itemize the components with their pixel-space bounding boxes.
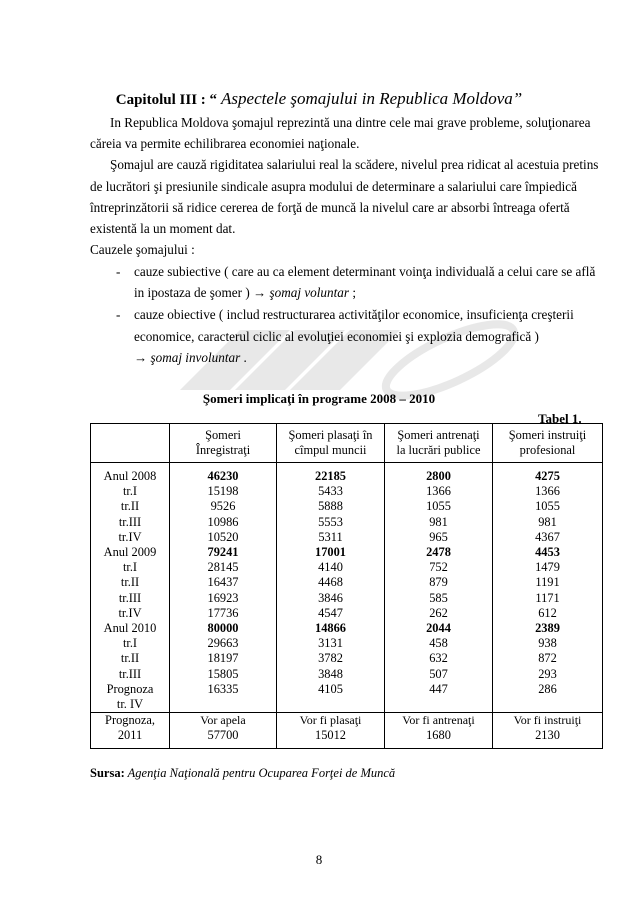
row-label: tr.III (91, 667, 170, 682)
paragraph-2-line-1: Şomajul are cauză rigiditatea salariului real la scădere, nivelul prea ridicat al acestuia pretins (110, 157, 599, 172)
bullet-2-line-3-post: . (240, 350, 247, 365)
column-header (170, 424, 277, 463)
row-label: tr.IV (91, 530, 170, 545)
table-cell: 15198 (170, 484, 277, 499)
table-row (91, 667, 603, 682)
row-label: Anul 2009 (91, 545, 170, 560)
table-cell-line: 57700 (207, 728, 239, 743)
table-cell: 262 (385, 606, 493, 621)
table-row (91, 575, 603, 590)
row-label: tr.III (91, 591, 170, 606)
table-row (91, 515, 603, 530)
bullet-1-line-2 (134, 285, 356, 301)
table-cell: 1366 (493, 484, 603, 499)
table-cell-line: Vor apela (200, 713, 246, 728)
table-cell: 16437 (170, 575, 277, 590)
table-cell: 1055 (385, 499, 493, 514)
table-title: Şomeri implicaţi în programe 2008 – 2010 (202, 391, 436, 406)
row-label: tr.I (91, 636, 170, 651)
column-header-line: la lucrări publice (396, 443, 481, 457)
table-cell: 879 (385, 575, 493, 590)
row-label: tr.III (91, 515, 170, 530)
table-cell: 4468 (277, 575, 385, 590)
table-cell: 1055 (493, 499, 603, 514)
table-cell: 2389 (493, 621, 603, 636)
table-cell: 4453 (493, 545, 603, 560)
table-row (91, 606, 603, 621)
table-cell: 14866 (277, 621, 385, 636)
table-cell: 286 (493, 682, 603, 713)
table-cell: 981 (385, 515, 493, 530)
table-row (91, 560, 603, 575)
column-header (385, 424, 493, 463)
table-cell (493, 713, 603, 748)
table-cell: 872 (493, 651, 603, 666)
table-cell: 17001 (277, 545, 385, 560)
table-row-forecast-2011 (91, 713, 603, 748)
row-label (91, 713, 170, 748)
table-cell: 3131 (277, 636, 385, 651)
column-header (277, 424, 385, 463)
table-row (91, 636, 603, 651)
table-cell: 16923 (170, 591, 277, 606)
row-label-line: Prognoza (106, 681, 154, 696)
table-header-row (91, 424, 603, 463)
table-cell: 80000 (170, 621, 277, 636)
row-label: Anul 2010 (91, 621, 170, 636)
table-cell: 938 (493, 636, 603, 651)
table-cell: 79241 (170, 545, 277, 560)
table-cell-line: 2130 (535, 728, 560, 743)
bullet-2-line-2: economice, caracterul ciclic al evoluţiei economiei şi explozia demografică ) (134, 329, 539, 344)
table-cell: 3848 (277, 667, 385, 682)
column-header-line: profesional (519, 443, 576, 457)
table-cell: 15805 (170, 667, 277, 682)
paragraph-2-line-4: existentă la un moment dat. (90, 221, 236, 236)
table-cell: 16335 (170, 682, 277, 713)
table-cell: 10986 (170, 515, 277, 530)
bullet-2-line-1: cauze obiective ( includ restructurarea activităţilor economice, insuficienţa creşterii (134, 307, 574, 322)
bullet-1-line-2-post: ; (349, 285, 356, 300)
bullet-2-dash: - (116, 307, 121, 322)
table-cell: 29663 (170, 636, 277, 651)
row-label-line: tr. IV (116, 697, 144, 712)
chapter-heading (0, 89, 638, 109)
table-cell: 17736 (170, 606, 277, 621)
bullet-2-line-3 (134, 350, 247, 366)
paragraph-1-line-1: In Republica Moldova şomajul reprezintă una dintre cele mai grave probleme, soluţionarea (110, 115, 591, 130)
table-cell: 9526 (170, 499, 277, 514)
column-header (493, 424, 603, 463)
table-cell-line: Vor fi plasaţi (299, 713, 362, 728)
table-cell: 4275 (493, 463, 603, 485)
table-cell: 5433 (277, 484, 385, 499)
table-cell: 5553 (277, 515, 385, 530)
row-label-line: 2011 (117, 728, 143, 743)
table-row (91, 591, 603, 606)
table-cell: 1191 (493, 575, 603, 590)
table-cell: 5888 (277, 499, 385, 514)
table-row (91, 484, 603, 499)
table-cell: 10520 (170, 530, 277, 545)
table-cell: 2478 (385, 545, 493, 560)
column-header-line: Şomeri antrenaţi (397, 428, 480, 442)
column-header-line: cîmpul muncii (294, 443, 367, 457)
table-row (91, 545, 603, 560)
table-cell (170, 713, 277, 748)
table-row (91, 463, 603, 485)
table-cell (385, 713, 493, 748)
bullet-1-line-1: cauze subiective ( care au ca element determinant voinţa individuală a celui care se află (134, 264, 596, 279)
table-cell-line: Vor fi instruiţi (513, 713, 582, 728)
row-label: tr.II (91, 575, 170, 590)
row-label: tr.IV (91, 606, 170, 621)
table-cell: 981 (493, 515, 603, 530)
table-cell: 507 (385, 667, 493, 682)
table-cell (277, 713, 385, 748)
table-cell: 632 (385, 651, 493, 666)
column-header-line: Şomeri (205, 428, 241, 442)
table-cell: 4547 (277, 606, 385, 621)
column-header-line: Înregistraţi (195, 443, 251, 457)
table-cell: 585 (385, 591, 493, 606)
page-number: 8 (315, 852, 323, 867)
paragraph-2-line-2: de lucrători şi presiunile sindicale asupra modului de determinare a salariului care împiedică (90, 179, 578, 194)
column-header-line: Şomeri plasaţi în (288, 428, 373, 442)
table-row (91, 499, 603, 514)
table-cell: 965 (385, 530, 493, 545)
bullet-1-line-2-pre: in ipostaza de şomer ) → (134, 285, 270, 300)
column-header (91, 424, 170, 463)
table-cell: 3782 (277, 651, 385, 666)
table-cell: 1366 (385, 484, 493, 499)
row-label: tr.I (91, 484, 170, 499)
table-cell: 1171 (493, 591, 603, 606)
table-cell-line: 1680 (426, 728, 451, 743)
table-label: Tabel 1. (538, 411, 582, 426)
source-note (90, 766, 395, 781)
table-cell-line: 15012 (315, 728, 346, 743)
table-cell: 293 (493, 667, 603, 682)
column-header-line: Şomeri instruiţi (508, 428, 587, 442)
row-label: Anul 2008 (91, 463, 170, 485)
table-row (91, 530, 603, 545)
table-cell: 28145 (170, 560, 277, 575)
table-cell: 4140 (277, 560, 385, 575)
row-label: tr.I (91, 560, 170, 575)
table-cell-line: Vor fi antrenaţi (402, 713, 475, 728)
chapter-title: Aspectele şomajului in Republica Moldova” (221, 89, 523, 108)
table-cell: 612 (493, 606, 603, 621)
table-cell: 4367 (493, 530, 603, 545)
table-cell: 3846 (277, 591, 385, 606)
involuntary-unemployment-term: şomaj involuntar (150, 350, 241, 365)
table-cell: 2044 (385, 621, 493, 636)
chapter-prefix: Capitolul III : “ (115, 92, 218, 108)
paragraph-1-line-2: căreia va permite echilibrarea economiei naţionale. (90, 136, 360, 151)
source-text: Agenţia Naţională pentru Ocuparea Forţei de Muncă (124, 766, 396, 780)
unemployment-table (90, 423, 603, 749)
table-cell: 46230 (170, 463, 277, 485)
row-label: tr.II (91, 651, 170, 666)
bullet-2-line-3-pre: → (134, 350, 151, 365)
row-label (91, 682, 170, 713)
bullet-1-dash: - (116, 264, 121, 279)
table-cell: 4105 (277, 682, 385, 713)
causes-heading: Cauzele şomajului : (90, 242, 195, 257)
table-cell: 2800 (385, 463, 493, 485)
row-label: tr.II (91, 499, 170, 514)
table-row (91, 621, 603, 636)
table-cell: 22185 (277, 463, 385, 485)
voluntary-unemployment-term: şomaj voluntar (269, 285, 350, 300)
row-label-line: Prognoza, (105, 713, 155, 728)
table-row (91, 651, 603, 666)
table-cell: 5311 (277, 530, 385, 545)
table-cell: 447 (385, 682, 493, 713)
table-row-forecast-q4 (91, 682, 603, 713)
table-cell: 1479 (493, 560, 603, 575)
table-cell: 18197 (170, 651, 277, 666)
table-cell: 752 (385, 560, 493, 575)
paragraph-2-line-3: întreprinzătorii să ridice cererea de forţă de muncă la nivelul care ar absorbi întreaga ofertă (90, 200, 570, 215)
table-cell: 458 (385, 636, 493, 651)
source-label: Sursa: (90, 766, 125, 780)
